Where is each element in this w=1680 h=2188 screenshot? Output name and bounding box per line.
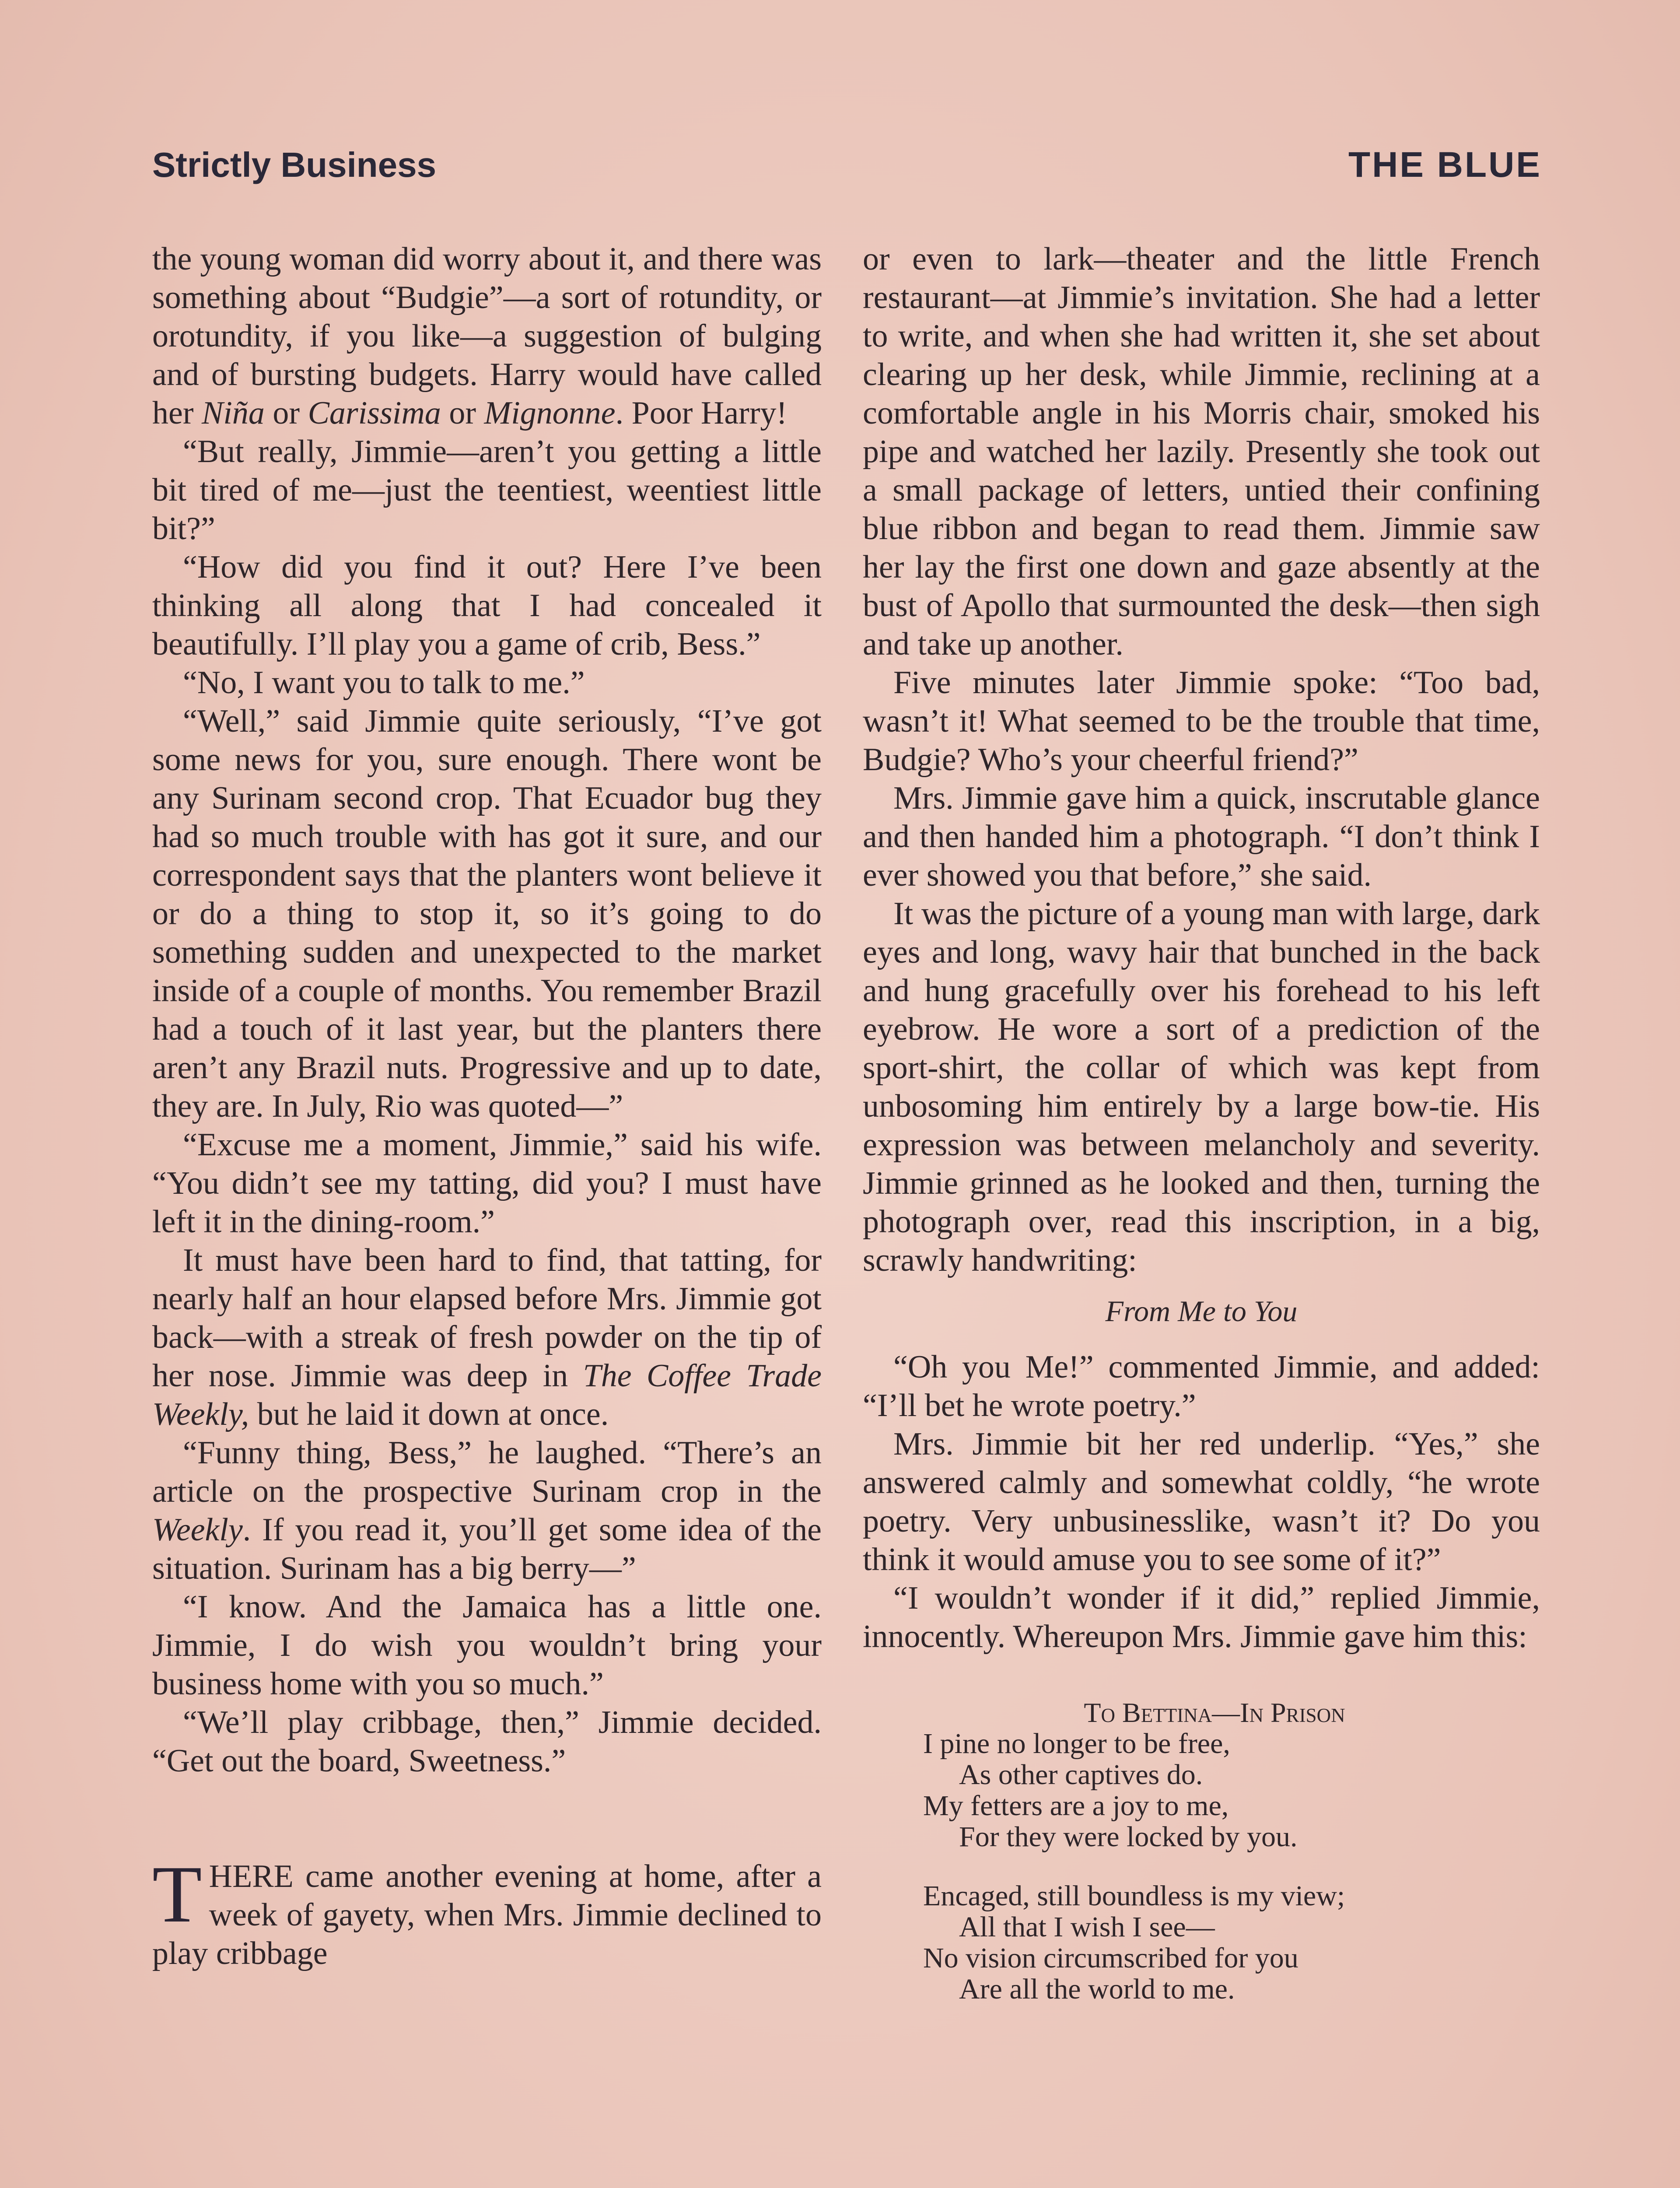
photo-inscription: From Me to You	[1105, 1294, 1298, 1328]
running-head	[152, 144, 1542, 197]
poem-line: All that I wish I see—	[959, 1911, 1215, 1943]
paragraph: Five minutes later Jimmie spoke: “Too bad, wasn’t it! What seemed to be the trouble that time, Budgie? Who’s your cheerful friend?”	[863, 665, 1540, 778]
paragraph: the young woman did worry about it, and there was something about “Budgie”—a sort of rotundity, or orotundity, if you like—a suggestion of bulging and of bursting budgets. Harry would have called her Niña or Carissima or Mignonne. Poor Harry!	[152, 241, 822, 431]
paragraph: “Oh you Me!” commented Jimmie, and added: “I’ll bet he wrote poetry.”	[863, 1349, 1540, 1424]
poem-title: To Bettina—In Prison	[1084, 1697, 1345, 1728]
paragraph: “I know. And the Jamaica has a little one. Jimmie, I do wish you wouldn’t bring your business home with you so much.”	[152, 1589, 822, 1702]
story-title: Strictly Business	[152, 145, 437, 184]
paragraph: “Funny thing, Bess,” he laughed. “There’s an article on the prospective Surinam crop in the Weekly. If you read it, you’ll get some idea of the situation. Surinam has a big berry—”	[152, 1435, 822, 1586]
right-column	[863, 240, 1540, 2005]
poem-line: My fetters are a joy to me,	[923, 1790, 1229, 1822]
section-start-paragraph: THERE came another evening at home, after a week of gayety, when Mrs. Jimmie declined to play cribbage	[152, 1849, 822, 1971]
stanza-break	[863, 1852, 1540, 1880]
poem-line: As other captives do.	[959, 1759, 1203, 1791]
drop-cap: T	[152, 1849, 202, 1939]
poem-line: Encaged, still boundless is my view;	[923, 1880, 1345, 1912]
poem-line: For they were locked by you.	[959, 1821, 1298, 1853]
paragraph: “No, I want you to talk to me.”	[183, 665, 585, 701]
poem-line: No vision circumscribed for you	[923, 1942, 1298, 1974]
paragraph: “We’ll play cribbage, then,” Jimmie decided. “Get out the board, Sweetness.”	[152, 1704, 822, 1779]
paragraph: Mrs. Jimmie bit her red underlip. “Yes,” she answered calmly and somewhat coldly, “he wrote poetry. Very unbusinesslike, wasn’t it? Do you think it would amuse you to see some of it?”	[863, 1426, 1540, 1578]
paragraph: It was the picture of a young man with large, dark eyes and long, wavy hair that bunched in the back and hung gracefully over his forehead to his left eyebrow. He wore a sort of a prediction of the sport-shirt, the collar of which was kept from unbosoming him entirely by a large bow-tie. His expression was between melancholy and severity. Jimmie grinned as he looked and then, turning the photograph over, read this inscription, in a big, scrawly handwriting:	[863, 896, 1540, 1278]
paragraph: “But really, Jimmie—aren’t you getting a little bit tired of me—just the teentiest, weentiest little bit?”	[152, 434, 822, 547]
paragraph: “Well,” said Jimmie quite seriously, “I’ve got some news for you, sure enough. There wont be any Surinam second crop. That Ecuador bug they had so much trouble with has got it sure, and our correspondent says that the planters wont believe it or do a thing to stop it, so it’s going to do something sudden and unexpected to the market inside of a couple of months. You remember Brazil had a touch of it last year, but the planters there aren’t any Brazil nuts. Progressive and up to date, they are. In July, Rio was quoted—”	[152, 703, 822, 1124]
magazine-title: THE BLUE	[1348, 145, 1542, 185]
paragraph: “How did you find it out? Here I’ve been thinking all along that I had concealed it beautifully. I’ll play you a game of crib, Bess.”	[152, 549, 822, 662]
poem-line: I pine no longer to be free,	[923, 1728, 1230, 1760]
paragraph: It must have been hard to find, that tatting, for nearly half an hour elapsed before Mrs. Jimmie got back—with a streak of fresh powder on the tip of her nose. Jimmie was deep in The Coffee Trade Weekly, but he laid it down at once.	[152, 1242, 822, 1432]
paragraph: “I wouldn’t wonder if it did,” replied Jimmie, innocently. Whereupon Mrs. Jimmie gave him this:	[863, 1580, 1540, 1655]
poem-line: Are all the world to me.	[959, 1973, 1235, 2005]
left-column	[152, 240, 822, 1973]
paragraph: “Excuse me a moment, Jimmie,” said his wife. “You didn’t see my tatting, did you? I must have left it in the dining-room.”	[152, 1127, 822, 1240]
paragraph: or even to lark—theater and the little French restaurant—at Jimmie’s invitation. She had a letter to write, and when she had written it, she set about clearing up her desk, while Jimmie, reclining at a comfortable angle in his Morris chair, smoked his pipe and watched her lazily. Presently she took out a small package of letters, untied their confining blue ribbon and began to read them. Jimmie saw her lay the first one down and gaze absently at the bust of Apollo that surmounted the desk—then sigh and take up another.	[863, 241, 1540, 662]
paragraph: Mrs. Jimmie gave him a quick, inscrutable glance and then handed him a photograph. “I don’t think I ever showed you that before,” she said.	[863, 780, 1540, 893]
poem	[863, 1697, 1540, 2005]
